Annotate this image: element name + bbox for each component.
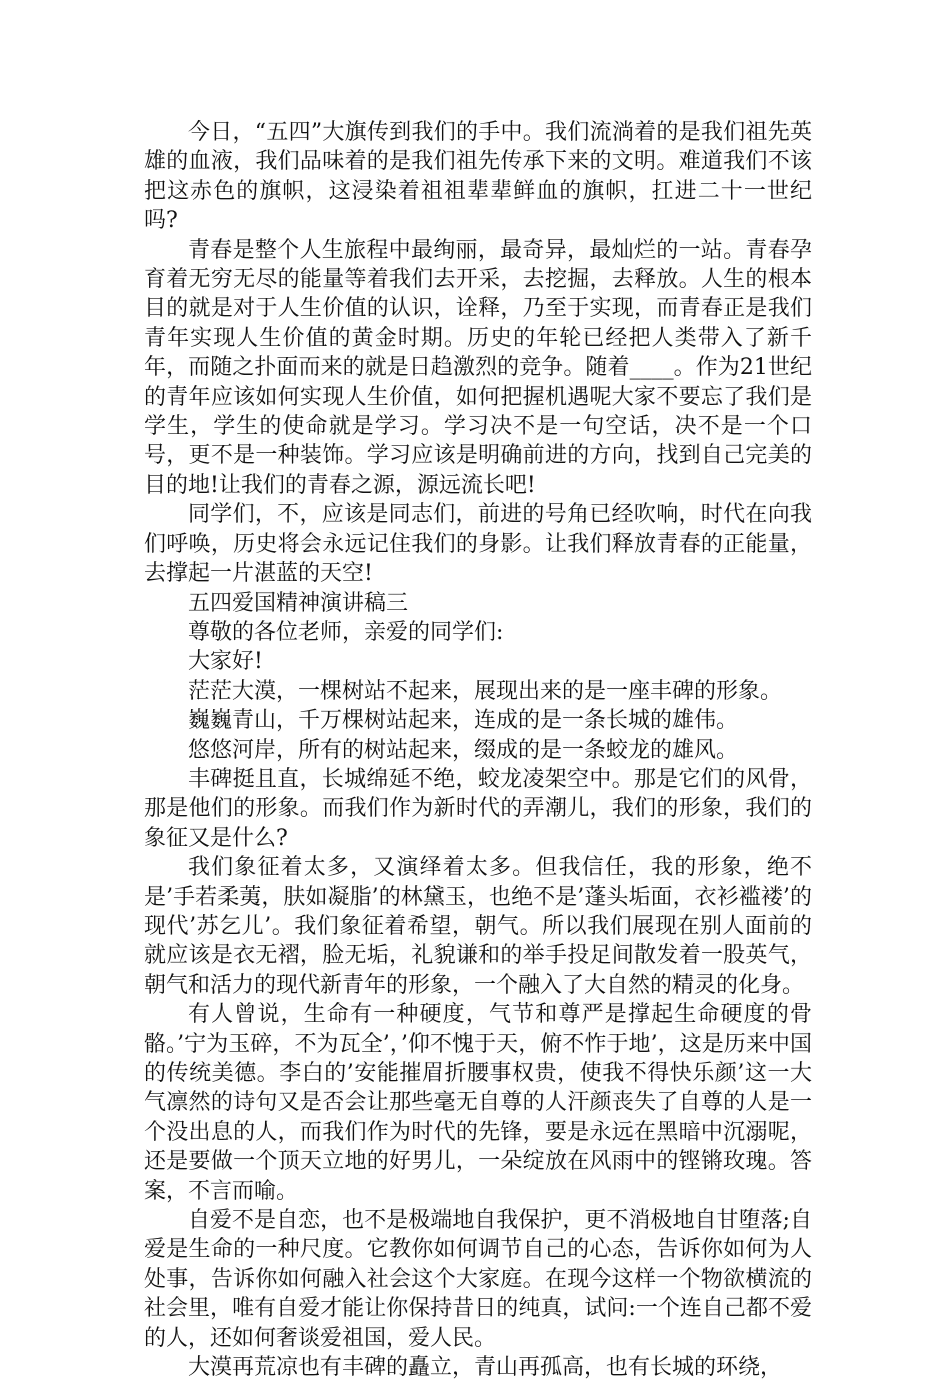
document-body (144, 118, 812, 1382)
section-title: 五四爱国精神演讲稿三 (188, 590, 409, 616)
greeting: 大家好! (188, 649, 263, 675)
paragraph-self-love: 自爱不是自恋，也不是极端地自我保护，更不消极地自甘堕落;自爱是生命的一种尺度。它教你如何调节自己的心态，告诉你如何为人处事，告诉你如何融入社会这个大家庭。在现今这样一个物欲横流的社会里，唯有自爱才能让你保持昔日的纯真，试问:一个连自己都不爱的人，还如何奢谈爱祖国，爱人民。 (144, 1208, 812, 1351)
salutation: 尊敬的各位老师，亲爱的同学们: (188, 619, 504, 645)
paragraph-image: 我们象征着太多，又演绎着太多。但我信任，我的形象，绝不是’手若柔荑，肤如凝脂’的林黛玉，也绝不是’蓬头垢面，衣衫褴褛’的现代’苏乞儿’。我们象征着希望，朝气。所以我们展现在别人面前的就应该是衣无褶，脸无垢，礼貌谦和的举手投足间散发着一股英气，朝气和活力的现代新青年的形象，一个融入了大自然的精灵的化身。 (144, 855, 812, 998)
paragraph-symbol: 丰碑挺且直，长城绵延不绝，蛟龙凌架空中。那是它们的风骨，那是他们的形象。而我们作为新时代的弄潮儿，我们的形象，我们的象征又是什么? (144, 766, 812, 851)
paragraph-closing: 大漠再荒凉也有丰碑的矗立，青山再孤高，也有长城的环绕， (188, 1355, 783, 1381)
verse-line-desert: 茫茫大漠，一棵树站不起来，展现出来的是一座丰碑的形象。 (188, 678, 783, 704)
paragraph-wusi-flag: 今日，“五四”大旗传到我们的手中。我们流淌着的是我们祖先英雄的血液，我们品味着的是我们祖先传承下来的文明。难道我们不该把这赤色的旗帜，这浸染着祖祖辈辈鲜血的旗帜，扛进二十一世纪吗? (144, 120, 812, 234)
paragraph-comrades: 同学们，不，应该是同志们，前进的号角已经吹响，时代在向我们呼唤，历史将会永远记住我们的身影。让我们释放青春的正能量，去撑起一片湛蓝的天空! (144, 502, 812, 587)
verse-line-mountain: 巍巍青山，千万棵树站起来，连成的是一条长城的雄伟。 (188, 708, 739, 734)
paragraph-dignity: 有人曾说，生命有一种硬度，气节和尊严是撑起生命硬度的骨骼。’宁为玉碎，不为瓦全’，’仰不愧于天，俯不怍于地’，这是历来中国的传统美德。李白的’安能摧眉折腰事权贵，使我不得快乐颜’这一大气凛然的诗句又是否会让那些毫无自尊的人汗颜丧失了自尊的人是一个没出息的人，而我们作为时代的先锋，要是永远在黑暗中沉溺呢，还是要做一个顶天立地的好男儿，一朵绽放在风雨中的铿锵玫瑰。答案，不言而喻。 (144, 1002, 812, 1204)
paragraph-youth: 青春是整个人生旅程中最绚丽，最奇异，最灿烂的一站。青春孕育着无穷无尽的能量等着我们去开采，去挖掘，去释放。人生的根本目的就是对于人生价值的认识，诠释，乃至于实现，而青春正是我们青年实现人生价值的黄金时期。历史的年轮已经把人类带入了新千年，而随之扑面而来的就是日趋激烈的竞争。随着____。作为21世纪的青年应该如何实现人生价值，如何把握机遇呢大家不要忘了我们是学生，学生的使命就是学习。学习决不是一句空话，决不是一个口号，更不是一种装饰。学习应该是明确前进的方向，找到自己完美的目的地!让我们的青春之源，源远流长吧! (144, 237, 812, 498)
verse-line-river: 悠悠河岸，所有的树站起来，缀成的是一条蛟龙的雄风。 (188, 737, 739, 763)
